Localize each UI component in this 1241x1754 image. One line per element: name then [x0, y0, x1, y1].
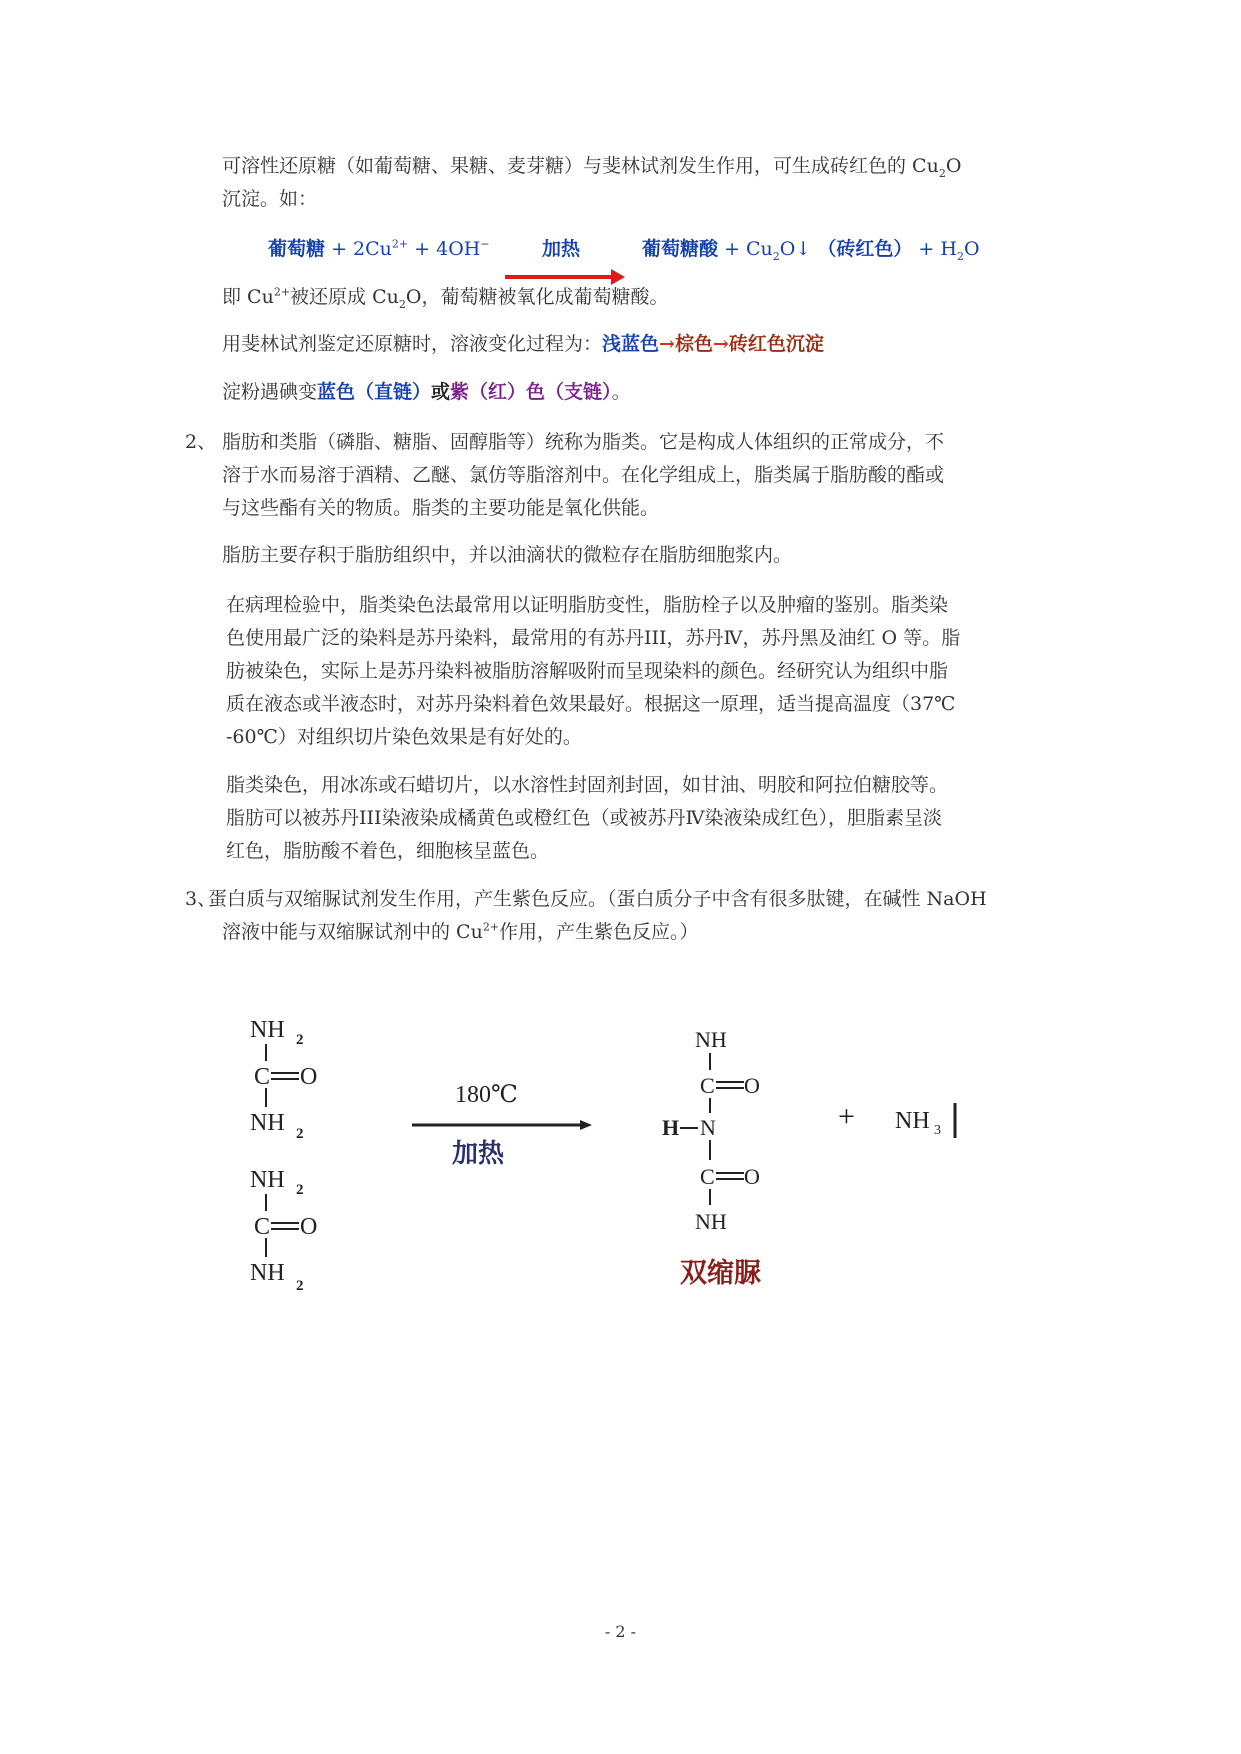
paragraph-line: 脂类染色，用冰冻或石蜡切片，以水溶性封固剂封固，如甘油、明胶和阿拉伯糖胶等。 [226, 774, 949, 796]
glucose-equation [268, 233, 490, 266]
reactant-oh: + 4OH [414, 238, 481, 260]
nh3-label: NH [895, 1108, 930, 1134]
subscript: 2 [296, 1032, 304, 1048]
text: 作用，产生紫色反应。） [499, 921, 699, 943]
subscript: 2 [956, 249, 964, 263]
color-blue: 蓝色（直链） [317, 381, 432, 403]
oxygen-label: O [744, 1164, 760, 1189]
oxygen-label: O [300, 1064, 318, 1090]
subscript: 2 [938, 166, 946, 180]
text: O↓ [779, 238, 812, 260]
item3-line: 蛋白质与双缩脲试剂发生作用，产生紫色反应。（蛋白质分子中含有很多肽键，在碱性 NaOH [208, 888, 987, 910]
carbon-label: C [700, 1164, 715, 1189]
paragraph-reducing-sugar [222, 150, 961, 183]
biuret-molecule [662, 1027, 761, 1288]
paragraph-color-change [222, 328, 824, 361]
reaction-condition: 加热 [542, 238, 581, 260]
oxygen-label: O [300, 1214, 318, 1240]
arrow-icon: → [712, 333, 729, 355]
hydrogen-label: H [662, 1115, 680, 1140]
text: O [963, 238, 980, 260]
text: 。 [611, 381, 631, 403]
heat-label: 加热 [452, 1139, 505, 1168]
plus-sign: + [838, 1100, 855, 1133]
paragraph-starch-iodine [222, 376, 631, 409]
paragraph-cu-reduction [222, 281, 668, 314]
superscript: 2+ [273, 285, 291, 299]
item-number: 3、 [185, 888, 217, 910]
paragraph-line: 肪被染色，实际上是苏丹染料被脂肪溶解吸附而呈现染料的颜色。经研究认为组织中脂 [226, 660, 949, 682]
text: 被还原成 Cu [290, 286, 399, 308]
item-number: 2、 [185, 431, 217, 453]
text: O，葡萄糖被氧化成葡萄糖酸。 [405, 286, 669, 308]
color-light-blue: 浅蓝色 [602, 333, 660, 355]
arrow-head-icon [580, 1120, 592, 1130]
text: 或 [431, 381, 451, 403]
color-purple: 紫（红）色（支链） [450, 381, 612, 403]
text: O [945, 155, 962, 177]
nh2-label: NH [250, 1167, 285, 1193]
product-water: + H [918, 238, 957, 260]
carbon-label: C [254, 1064, 271, 1090]
biuret-name-label: 双缩脲 [680, 1258, 761, 1288]
color-brick-red: 砖红色沉淀 [728, 333, 824, 355]
nitrogen-label: N [700, 1115, 716, 1140]
nh2-label: NH [250, 1110, 285, 1136]
paragraph-fat-storage: 脂肪主要存积于脂肪组织中，并以油滴状的微粒存在脂肪细胞浆内。 [222, 544, 793, 566]
item2-line: 溶于水而易溶于酒精、乙醚、氯仿等脂溶剂中。在化学组成上，脂类属于脂肪酸的酯或 [222, 464, 945, 486]
color-brown: 棕色 [674, 333, 713, 355]
urea-molecule-2 [250, 1167, 317, 1294]
text: 即 Cu [222, 286, 274, 308]
subscript: 2 [398, 297, 406, 311]
text: 淀粉遇碘变 [222, 381, 318, 403]
subscript: 2 [296, 1126, 304, 1142]
reaction-arrow-icon [505, 275, 613, 279]
item2-line: 与这些酯有关的物质。脂类的主要功能是氧化供能。 [222, 497, 660, 519]
precipitate-label: （砖红色） [817, 238, 913, 260]
carbon-label: C [700, 1073, 715, 1098]
text: 溶液中能与双缩脲试剂中的 Cu [222, 921, 483, 943]
nh2-label: NH [250, 1017, 285, 1043]
text: 用斐林试剂鉴定还原糖时，溶液变化过程为： [222, 333, 603, 355]
page-number: - 2 - [604, 1622, 637, 1641]
subscript: 3 [934, 1123, 941, 1138]
carbon-label: C [254, 1214, 271, 1240]
paragraph-line [222, 183, 317, 216]
reactant-cu: + 2Cu [331, 238, 392, 260]
product-gluconic-acid: 葡萄糖酸 [642, 238, 719, 260]
ammonia-byproduct [838, 1100, 955, 1138]
item2-line: 脂肪和类脂（磷脂、糖脂、固醇脂等）统称为脂类。它是构成人体组织的正常成分，不 [222, 431, 945, 453]
paragraph-line: 色使用最广泛的染料是苏丹染料，最常用的有苏丹III，苏丹Ⅳ，苏丹黑及油红 O 等。脂 [226, 627, 961, 649]
paragraph-line: 在病理检验中，脂类染色法最常用以证明脂肪变性，脂肪栓子以及肿瘤的鉴别。脂类染 [226, 594, 949, 616]
subscript: 2 [296, 1182, 304, 1198]
oxygen-label: O [744, 1073, 760, 1098]
nh-label: NH [695, 1209, 727, 1234]
reaction-arrow [412, 1082, 592, 1168]
text: 沉淀。如： [222, 188, 318, 210]
paragraph-line: -60℃）对组织切片染色效果是有好处的。 [226, 726, 582, 748]
superscript: 2+ [391, 237, 409, 251]
arrow-icon: → [659, 333, 675, 355]
paragraph-line: 脂肪可以被苏丹III染液染成橘黄色或橙红色（或被苏丹Ⅳ染液染成红色），胆脂素呈淡 [226, 807, 942, 829]
subscript: 2 [296, 1278, 304, 1294]
text: 可溶性还原糖（如葡萄糖、果糖、麦芽糖）与斐林试剂发生作用，可生成砖红色的 Cu [222, 155, 939, 177]
paragraph-line: 质在液态或半液态时，对苏丹染料着色效果最好。根据这一原理，适当提高温度（37℃ [226, 693, 956, 715]
nh2-label: NH [250, 1260, 285, 1286]
biuret-reaction-diagram [240, 1000, 1040, 1310]
superscript: − [480, 237, 490, 251]
subscript: 2 [772, 249, 780, 263]
reactant-glucose: 葡萄糖 [268, 238, 326, 260]
urea-molecule-1 [250, 1017, 317, 1142]
paragraph-line: 红色，脂肪酸不着色，细胞核呈蓝色。 [226, 840, 550, 862]
item3-line [222, 916, 699, 949]
product-cu2o: + Cu [724, 238, 773, 260]
temperature-label: 180℃ [455, 1082, 518, 1108]
superscript: 2+ [482, 920, 500, 934]
equation-products [642, 233, 980, 266]
nh-label: NH [695, 1027, 727, 1052]
